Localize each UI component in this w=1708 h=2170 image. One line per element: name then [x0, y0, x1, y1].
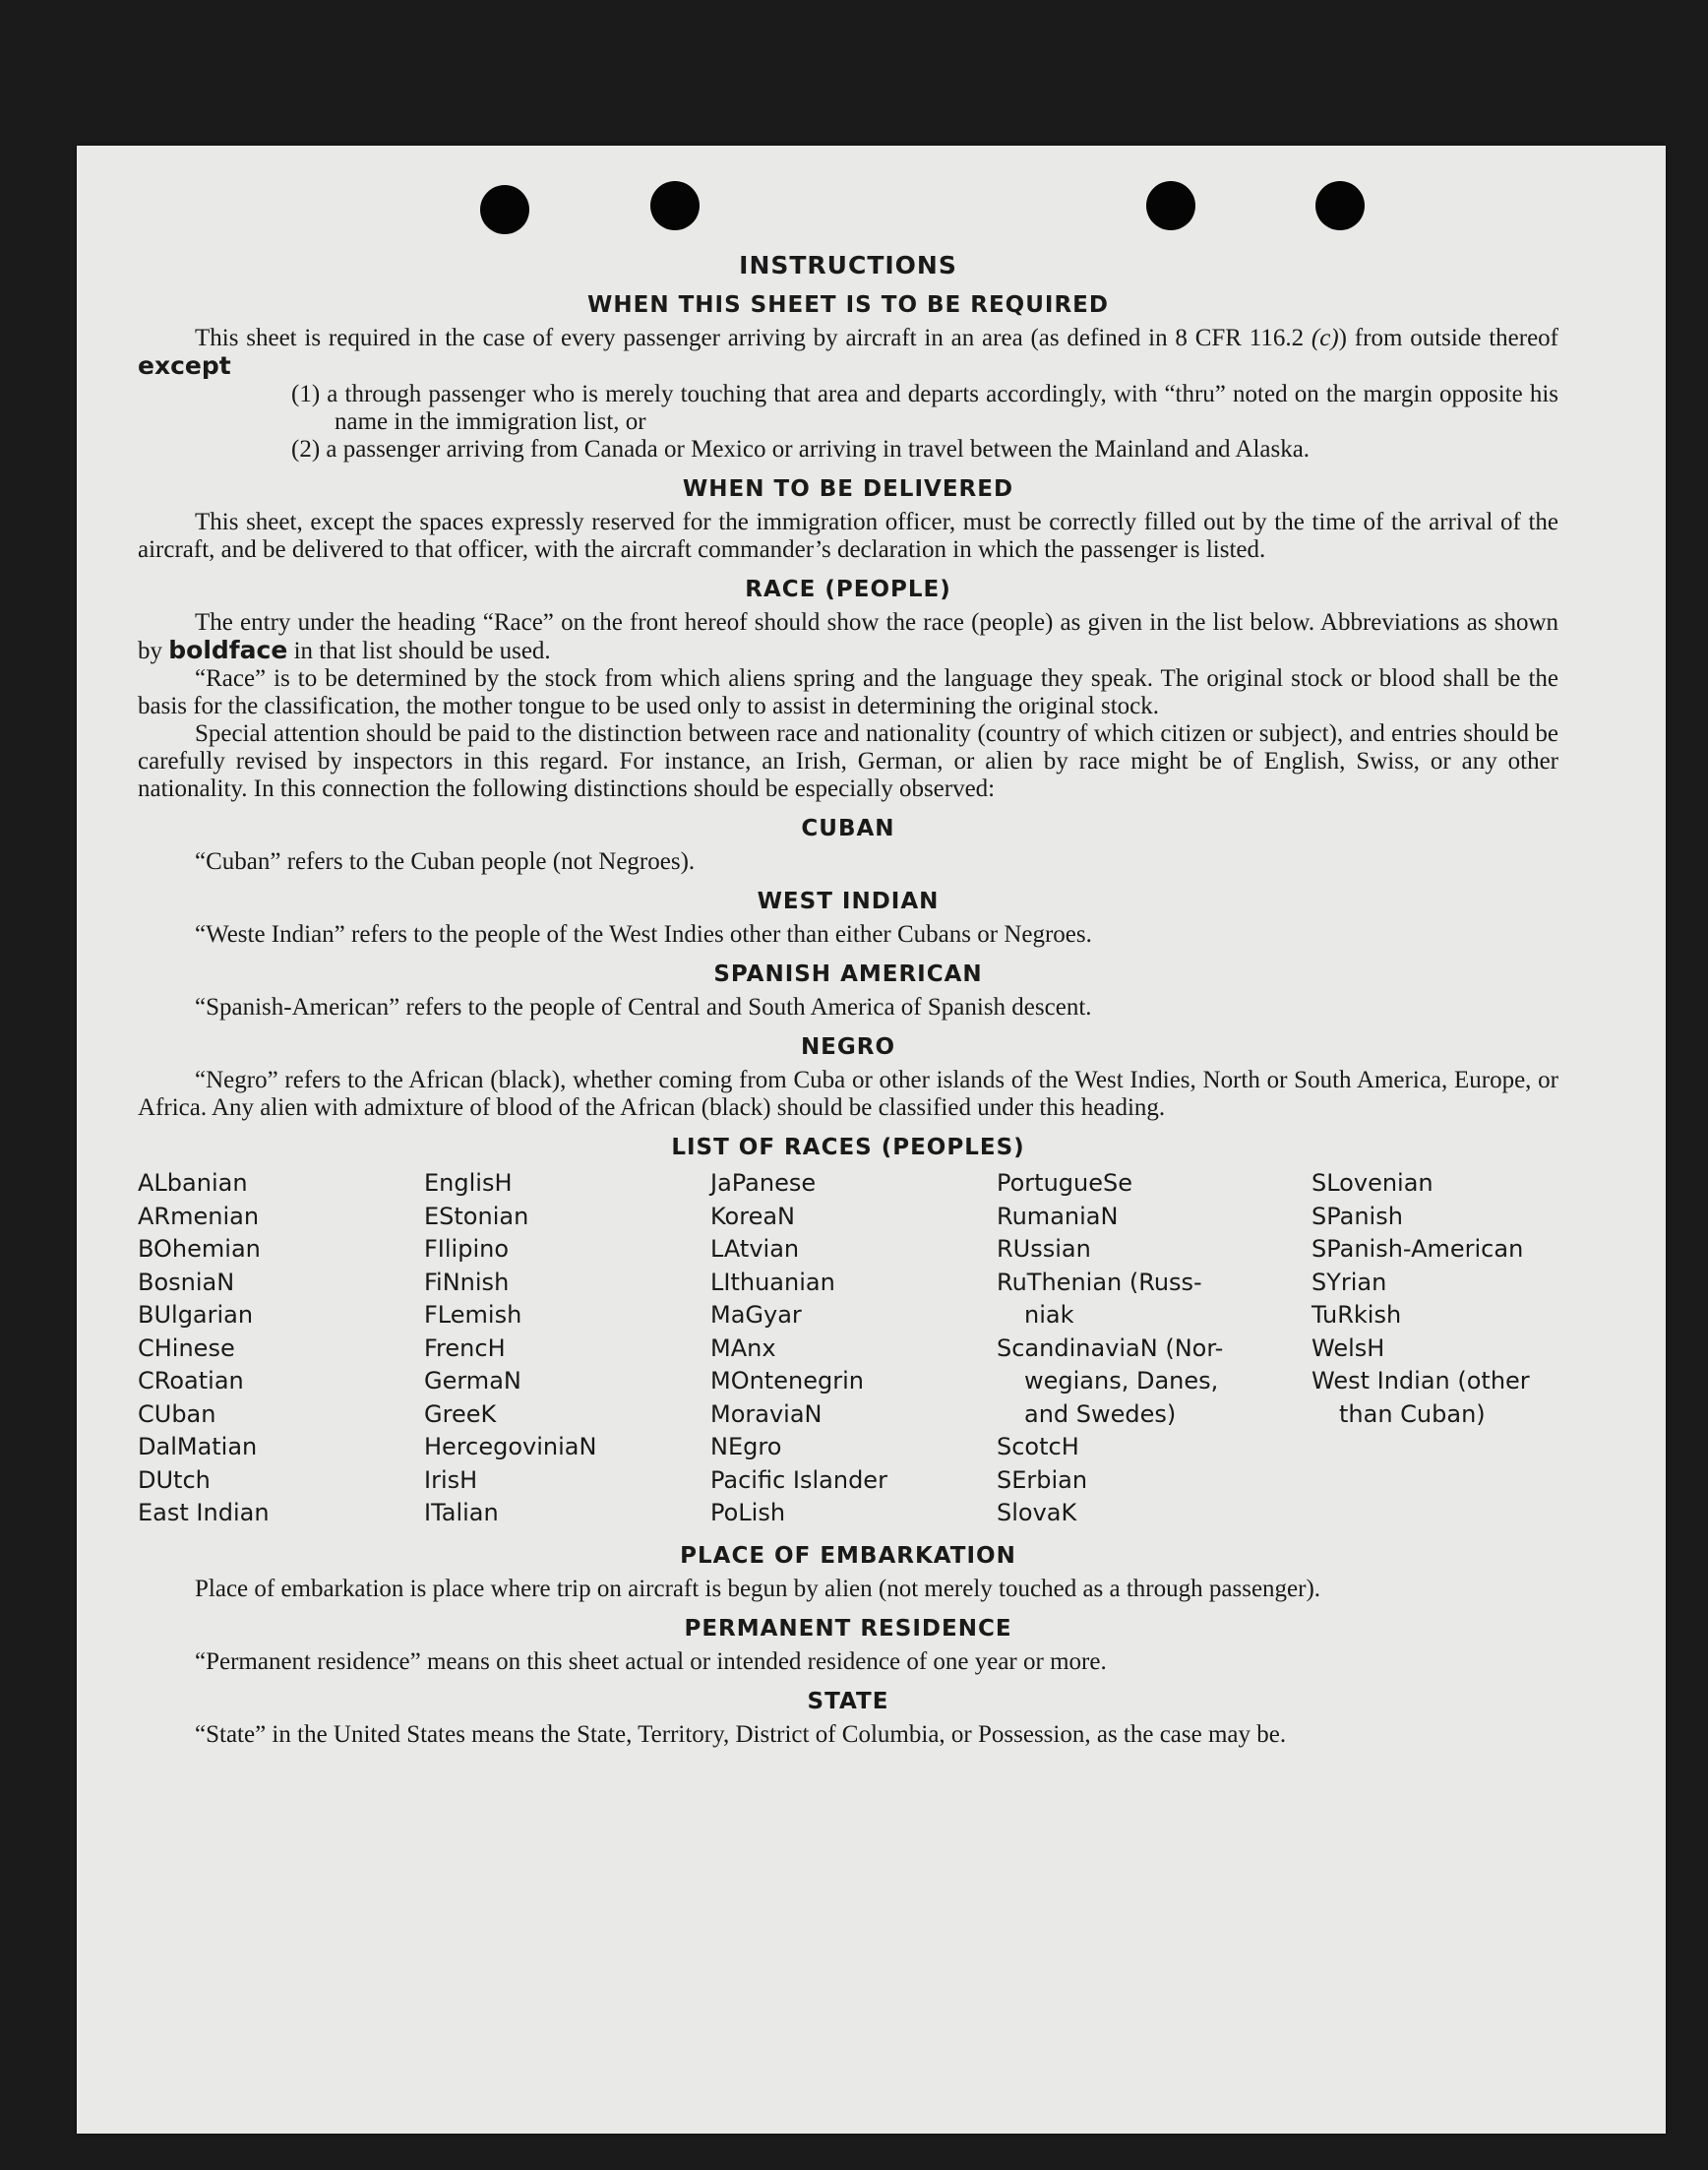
race-entry: FrencH [424, 1333, 506, 1362]
cuban-text: “Cuban” refers to the Cuban people (not Negroes). [195, 848, 696, 875]
race-entry: BosniaN [138, 1268, 235, 1296]
cuban-heading: CUBAN [801, 816, 895, 841]
punch-hole [480, 185, 529, 234]
race-entry: West Indian (other [1312, 1367, 1530, 1395]
race-entry: Pacific Islander [710, 1465, 887, 1494]
race-entry: and Swedes) [1024, 1399, 1177, 1428]
race-entry: LAtvian [710, 1235, 800, 1263]
delivered-text: This sheet, except the spaces expressly reserved for the immigration officer, must be correctly filled out by the time of the arrival of the aircraft, and be delivered to that officer, with the aircraft commander’s declaration in which the passenger is listed. [138, 509, 1558, 563]
punch-hole [1146, 181, 1195, 230]
race-entry: SlovaK [997, 1499, 1077, 1526]
race-entry: FLemish [424, 1301, 522, 1329]
race-entry: KoreaN [710, 1202, 795, 1230]
race-entry: TuRkish [1312, 1301, 1402, 1329]
race-entry: CUban [138, 1399, 216, 1428]
race-entry: IrisH [424, 1465, 478, 1494]
race-entry: ScotcH [997, 1433, 1079, 1460]
race-heading: RACE (PEOPLE) [745, 577, 951, 602]
race-entry: MOntenegrin [710, 1367, 864, 1395]
instruction-sheet [77, 146, 1666, 2134]
state-heading: STATE [807, 1688, 889, 1714]
punch-hole [1315, 181, 1365, 230]
race-entry: BOhemian [138, 1235, 261, 1263]
race-entry: SLovenian [1312, 1169, 1434, 1197]
race-entry: PoLish [710, 1499, 786, 1526]
race-entry: GermaN [424, 1367, 521, 1395]
embarkation-text: Place of embarkation is place where trip on aircraft is begun by alien (not merely touched as a through passenger). [195, 1575, 1321, 1602]
race-paragraph-3: Special attention should be paid to the distinction between race and nationality (country of which citizen or subject), and entries should be carefully revised by inspectors in this regard. For instance, an Irish, German, or alien by race might be of English, Swiss, or any other nationality. In this connection the following distinctions should be especially observed: [138, 720, 1558, 802]
required-item-2: (2) a passenger arriving from Canada or Mexico or arriving in travel between the Mainland and Alaska. [291, 436, 1311, 463]
race-entry: WelsH [1312, 1333, 1385, 1362]
negro-heading: NEGRO [800, 1034, 896, 1060]
west-indian-heading: WEST INDIAN [757, 889, 940, 914]
race-column [138, 1167, 424, 1530]
race-entry: MaGyar [710, 1301, 802, 1329]
spanish-american-text: “Spanish-American” refers to the people of Central and South America of Spanish descent. [195, 994, 1092, 1021]
punch-hole [650, 181, 700, 230]
race-column [710, 1167, 997, 1530]
when-required-heading: WHEN THIS SHEET IS TO BE REQUIRED [587, 292, 1109, 318]
race-paragraph-2: “Race” is to be determined by the stock from which aliens spring and the language they speak. The original stock or blood shall be the basis for the classification, the mother tongue to be used only to assist in determining the original stock. [138, 665, 1558, 719]
race-entry: EStonian [424, 1202, 529, 1230]
race-entry: CRoatian [138, 1367, 244, 1395]
race-entry: DUtch [138, 1465, 211, 1494]
list-of-races-heading: LIST OF RACES (PEOPLES) [671, 1135, 1025, 1160]
race-entry: ITalian [424, 1499, 499, 1526]
race-entry: ScandinaviaN (Nor- [997, 1333, 1224, 1362]
required-intro: This sheet is required in the case of every passenger arriving by aircraft in an area (as defined in 8 CFR 116.2 (c)) from outside thereof except [138, 325, 1559, 380]
race-entry: FIlipino [424, 1235, 510, 1263]
west-indian-text: “Weste Indian” refers to the people of the West Indies other than either Cubans or Negroes. [195, 921, 1092, 948]
race-entry: RuThenian (Russ- [997, 1268, 1202, 1296]
document-body [138, 252, 1558, 1749]
residence-text: “Permanent residence” means on this sheet actual or intended residence of one year or more. [195, 1647, 1107, 1675]
race-entry: LIthuanian [710, 1268, 835, 1296]
race-column [424, 1167, 710, 1530]
race-entry: than Cuban) [1339, 1399, 1486, 1428]
race-entry: SErbian [997, 1465, 1088, 1494]
race-paragraph-1: The entry under the heading “Race” on the front hereof should show the race (people) as given in the list below. Abbreviations as shown by boldface in that list should be used. [138, 609, 1558, 664]
race-list [138, 1167, 1558, 1530]
race-entry: CHinese [138, 1333, 235, 1362]
race-entry: MoraviaN [710, 1399, 823, 1428]
race-entry: GreeK [424, 1399, 497, 1428]
race-entry: SPanish [1312, 1202, 1403, 1230]
when-delivered-heading: WHEN TO BE DELIVERED [682, 476, 1014, 502]
race-entry: ARmenian [138, 1202, 260, 1230]
permanent-residence-heading: PERMANENT RESIDENCE [684, 1615, 1012, 1642]
spanish-american-heading: SPANISH AMERICAN [713, 961, 983, 987]
race-entry: ALbanian [138, 1169, 248, 1197]
race-column [997, 1167, 1312, 1530]
race-entry: PortugueSe [997, 1169, 1132, 1197]
race-entry: MAnx [710, 1333, 776, 1362]
race-column [1312, 1167, 1558, 1530]
race-entry: BUlgarian [138, 1301, 254, 1329]
race-entry: JaPanese [710, 1169, 817, 1197]
race-entry: niak [1024, 1301, 1074, 1329]
race-entry: East Indian [138, 1499, 270, 1526]
state-text: “State” in the United States means the State, Territory, District of Columbia, or Possession, as the case may be. [195, 1720, 1287, 1748]
race-entry: RumaniaN [997, 1202, 1119, 1230]
race-entry: SPanish-American [1312, 1235, 1524, 1263]
place-of-embarkation-heading: PLACE OF EMBARKATION [680, 1542, 1016, 1569]
instructions-heading: INSTRUCTIONS [739, 251, 957, 279]
race-entry: FiNnish [424, 1268, 510, 1296]
negro-text: “Negro” refers to the African (black), whether coming from Cuba or other islands of the West Indies, North or South America, Europe, or Africa. Any alien with admixture of blood of the African (black) should be classified under this heading. [138, 1067, 1558, 1121]
race-entry: SYrian [1312, 1268, 1387, 1296]
race-entry: HercegoviniaN [424, 1433, 597, 1460]
race-entry: DalMatian [138, 1433, 258, 1460]
race-entry: wegians, Danes, [1024, 1367, 1219, 1395]
required-item-1: (1) a through passenger who is merely touching that area and departs accordingly, with “thru” noted on the margin opposite his name in the immigration list, or [291, 381, 1558, 435]
race-entry: RUssian [997, 1235, 1091, 1263]
race-entry: NEgro [710, 1433, 782, 1460]
race-entry: EnglisH [424, 1169, 513, 1197]
